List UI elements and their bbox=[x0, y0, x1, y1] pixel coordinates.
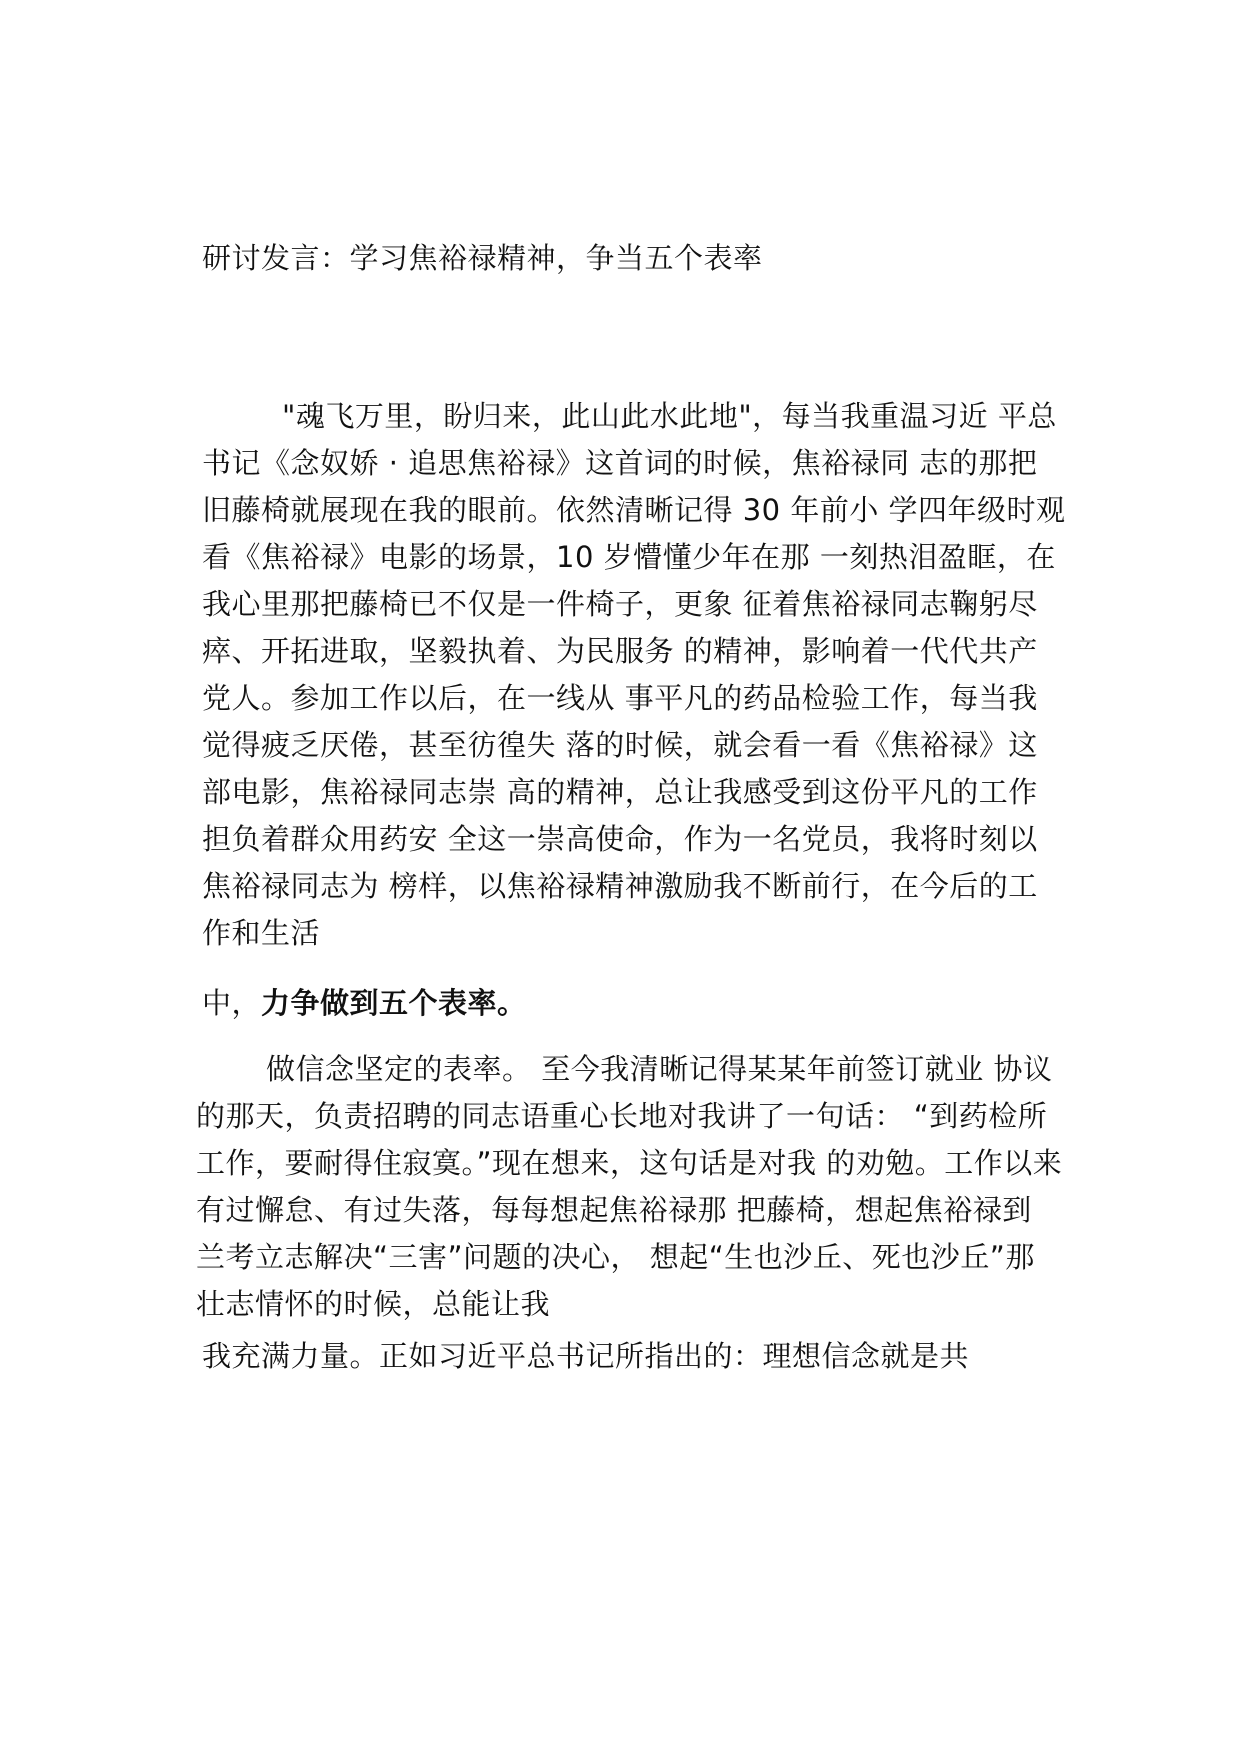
paragraph-1-line: 觉得疲乏厌倦，甚至彷徨失 落的时候，就会看一看《焦裕禄》这 bbox=[202, 728, 1038, 762]
paragraph-1-line: 书记《念奴娇 · 追思焦裕禄》这首词的时候，焦裕禄同 志的那把 bbox=[202, 446, 1038, 480]
paragraph-3-line: 有过懈怠、有过失落，每每想起焦裕禄那 把藤椅，想起焦裕禄到 bbox=[196, 1193, 1032, 1227]
paragraph-1-line: "魂飞万里，盼归来，此山此水此地"，每当我重温习近 平总 bbox=[282, 399, 1057, 433]
paragraph-2-prefix: 中， bbox=[202, 986, 262, 1020]
paragraph-4 bbox=[202, 1333, 969, 1380]
paragraph-1-line: 我心里那把藤椅已不仅是一件椅子，更象 征着焦裕禄同志鞠躬尽 bbox=[202, 587, 1038, 621]
paragraph-1-line: 焦裕禄同志为 榜样，以焦裕禄精神激励我不断前行，在今后的工 bbox=[202, 869, 1038, 903]
paragraph-2-line bbox=[202, 980, 527, 1027]
paragraph-3-line: 壮志情怀的时候，总能让我 bbox=[196, 1287, 551, 1321]
paragraph-1-line: 党人。参加工作以后，在一线从 事平凡的药品检验工作，每当我 bbox=[202, 681, 1038, 715]
document-title: 研讨发言：学习焦裕禄精神，争当五个表率 bbox=[202, 241, 763, 275]
paragraph-2-emphasis: 力争做到五个表率。 bbox=[261, 986, 527, 1020]
paragraph-1-line: 担负着群众用药安 全这一崇高使命，作为一名党员，我将时刻以 bbox=[202, 822, 1038, 856]
paragraph-3-line: 工作，要耐得住寂寞。”现在想来，这句话是对我 的劝勉。工作以来 bbox=[196, 1146, 1063, 1180]
paragraph-3-line: 的那天，负责招聘的同志语重心长地对我讲了一句话： “到药检所 bbox=[196, 1099, 1048, 1133]
paragraph-1 bbox=[202, 393, 1066, 957]
paragraph-1-line: 部电影，焦裕禄同志崇 高的精神，总让我感受到这份平凡的工作 bbox=[202, 775, 1038, 809]
paragraph-3-line: 做信念坚定的表率。 至今我清晰记得某某年前签订就业 协议 bbox=[266, 1052, 1053, 1086]
paragraph-1-line: 看《焦裕禄》电影的场景，10 岁懵懂少年在那 一刻热泪盈眶，在 bbox=[202, 540, 1056, 574]
paragraph-2 bbox=[202, 980, 527, 1027]
paragraph-1-line: 瘁、开拓进取，坚毅执着、为民服务 的精神，影响着一代代共产 bbox=[202, 634, 1038, 668]
paragraph-1-line: 旧藤椅就展现在我的眼前。依然清晰记得 30 年前小 学四年级时观 bbox=[202, 493, 1066, 527]
paragraph-3 bbox=[196, 1046, 1062, 1328]
paragraph-3-line: 兰考立志解决“三害”问题的决心， 想起“生也沙丘、死也沙丘”那 bbox=[196, 1240, 1035, 1274]
paragraph-4-line: 我充满力量。正如习近平总书记所指出的：理想信念就是共 bbox=[202, 1339, 970, 1373]
paragraph-1-line: 作和生活 bbox=[202, 916, 321, 950]
